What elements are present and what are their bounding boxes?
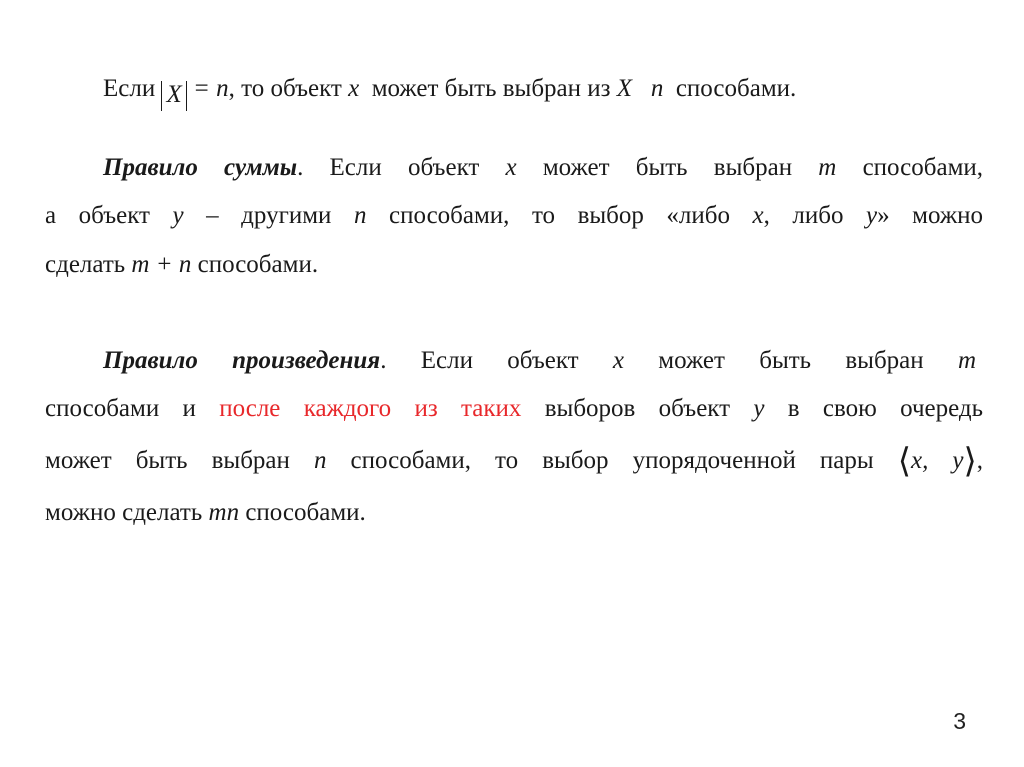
page-number: 3 [953,708,966,734]
text: сделать [45,251,126,278]
intro-text: может быть выбран из [371,75,611,102]
intro-text: способами. [675,75,797,102]
product-rule-line-3 [45,443,984,480]
sum-rule-line-2 [45,201,983,231]
text: – другими [206,202,332,229]
intro-text: Если [103,75,156,102]
text: в свою очередь [787,395,984,422]
product-rule-line-1 [103,346,976,376]
var-x: x [348,75,360,102]
text: » можно [877,202,984,229]
var-x: x [505,154,517,181]
intro-line [103,74,796,111]
var-y: y [866,202,878,229]
text: . Если объект [380,347,579,374]
var-y: y [753,395,765,422]
product-rule-line-2 [45,394,983,424]
text: способами, то выбор упорядоченной пары [350,447,874,474]
left-angle-bracket: ⟨ [897,443,911,480]
sum-rule-line-3 [45,250,318,280]
var-x: x [612,347,624,374]
text: может быть выбран [45,447,290,474]
text: способами. [197,251,319,278]
var-x: x [752,202,764,229]
pair-xy: x, y [911,447,964,474]
eq-n: = n [186,75,229,102]
text: способами, [862,154,984,181]
product-rule-term: Правило произведения [103,347,381,374]
right-angle-bracket: ⟩ [963,443,977,480]
text: а объект [45,202,150,229]
text: можно сделать [45,499,203,526]
var-n: n [313,447,327,474]
abs-X: X [161,81,186,111]
var-m: m [818,154,837,181]
product-rule-line-4 [45,498,366,528]
sum-rule-term: Правило суммы [103,154,298,181]
text: способами и [45,395,196,422]
intro-text: , то объект [228,75,342,102]
text: . Если объект [297,154,480,181]
text: может быть выбран [542,154,793,181]
expr-mn: mn [208,499,240,526]
text: , либо [763,202,844,229]
highlighted-phrase: после каждого из таких [219,395,522,422]
text: выборов объект [544,395,731,422]
text: может быть выбран [658,347,924,374]
var-X: X [616,75,633,102]
var-y: y [172,202,184,229]
sum-rule-line-1 [103,153,983,183]
var-m: m [957,347,976,374]
text: способами. [245,499,366,526]
var-n: n [650,75,664,102]
var-n: n [353,202,367,229]
text: способами, то выбор «либо [388,202,730,229]
text: , [976,447,984,474]
expr-m-plus-n: m + n [131,251,192,278]
